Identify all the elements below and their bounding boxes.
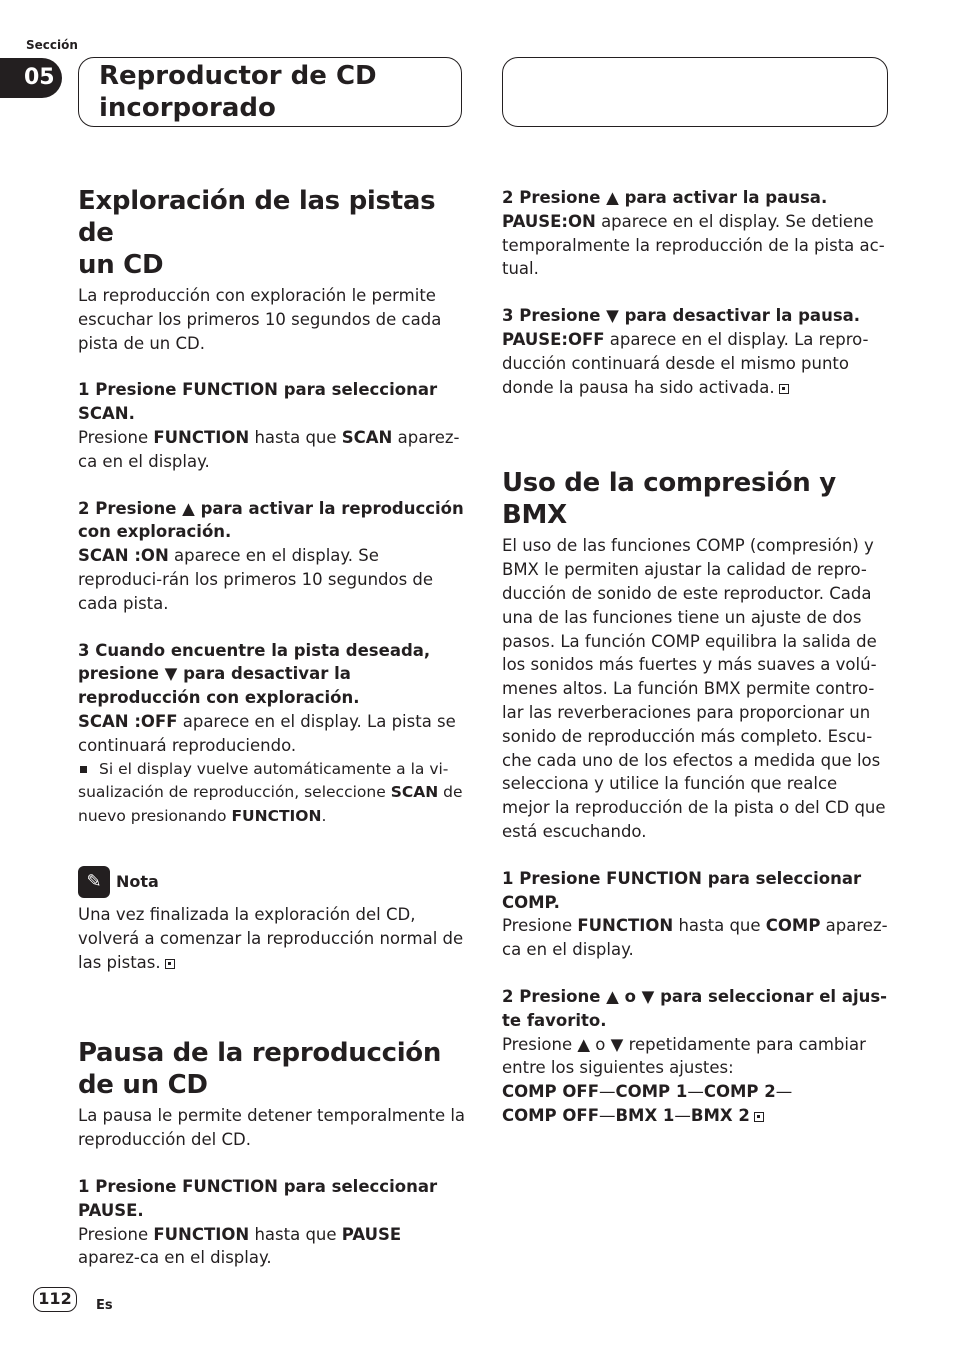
pause-step-2: 2 Presione ▲ para activar la pausa. [502,188,828,207]
note-label: Nota [116,872,159,892]
chapter-title-box [78,57,462,127]
note-header [78,865,466,899]
pencil-icon: ✎ [78,866,110,898]
scan-intro: La reproducción con exploración le permite escuchar los primeros 10 segundos de cada pista de un CD. [78,286,442,353]
scan-bullet-note: Si el display vuelve automáticamente a la vi-sualización de reproducción, seleccione SCAN de nuevo presionando FUNCTION. [78,759,463,826]
section-number-tab: 05 [0,58,62,98]
bmx-intro: El uso de las funciones COMP (compresión) y BMX le permiten ajustar la calidad de repro-ducción de sonido de este reproductor. Cada una de las funciones tiene un ajuste de dos pasos. La función COMP equilibra la salida de los sonidos más fuertes y más suaves a volú-menes altos. La función BMX permite contro-lar las reverberaciones para proporcionar un sonido de reproducción más completo. Escu-che cada uno de los efectos a medida que los selecciona y utilice la función que realce mejor la reproducción de la pista o del CD que está escuchando. [502,536,886,841]
left-column [78,185,466,1270]
bmx-step-2: 2 Presione ▲ o ▼ para seleccionar el ajus-te favorito. [502,986,888,1030]
pause-step-3: 3 Presione ▼ para desactivar la pausa. [502,306,861,326]
end-mark-icon [779,384,789,394]
scan-step-3-text: SCAN :OFF aparece en el display. La pista se continuará reproduciendo. [78,711,456,755]
scan-step-3: 3 Cuando encuentre la pista deseada, presione ▼ para desactivar la reproducción con exploración. [78,640,431,708]
scan-step-2-text: SCAN :ON aparece en el display. Se reproduci-rán los primeros 10 segundos de cada pista. [78,546,434,613]
scan-step-1: 1 Presione FUNCTION para seleccionar SCAN. [78,380,438,424]
language-code: Es [96,1298,113,1313]
empty-title-box [502,57,888,127]
bmx-step-1: 1 Presione FUNCTION para seleccionar COMP. [502,868,862,912]
page-number: 112 [33,1287,77,1312]
pause-step-2-text: PAUSE:ON aparece en el display. Se detiene temporalmente la reproducción de la pista ac-tual. [502,211,885,279]
scan-heading: Exploración de las pistas de un CD [78,186,436,280]
note-text: Una vez finalizada la exploración del CD, volverá a comenzar la reproducción normal de las pistas. [78,904,464,972]
pause-intro: La pausa le permite detener temporalmente la reproducción del CD. [78,1106,466,1150]
scan-step-2: 2 Presione ▲ para activar la reproducción con exploración. [78,498,464,542]
section-label: Sección [26,38,78,52]
end-mark-icon [165,959,175,969]
bmx-heading: Uso de la compresión y BMX [502,468,836,531]
right-column [502,186,890,1128]
bmx-step-2-text: Presione ▲ o ▼ repetidamente para cambiar entre los siguientes ajustes: [502,1034,866,1078]
bmx-step-1-text: Presione FUNCTION hasta que COMP aparez-ca en el display. [502,916,888,960]
bmx-sequence-2: COMP OFF—BMX 1—BMX 2 [502,1104,890,1128]
end-mark-icon [754,1112,764,1122]
pause-step-1: 1 Presione FUNCTION para seleccionar PAUSE. [78,1176,438,1220]
pause-heading: Pausa de la reproducción de un CD [78,1038,442,1101]
bmx-sequence-1: COMP OFF—COMP 1—COMP 2— [502,1082,793,1102]
pause-step-1-text: Presione FUNCTION hasta que PAUSE aparez-ca en el display. [78,1224,402,1268]
scan-step-1-text: Presione FUNCTION hasta que SCAN aparez-ca en el display. [78,427,460,471]
pause-step-3-text: PAUSE:OFF aparece en el display. La repro-ducción continuará desde el mismo punto donde la pausa ha sido activada. [502,329,869,397]
chapter-title: Reproductor de CD incorporado [99,61,377,123]
bullet-square-icon [80,766,87,773]
